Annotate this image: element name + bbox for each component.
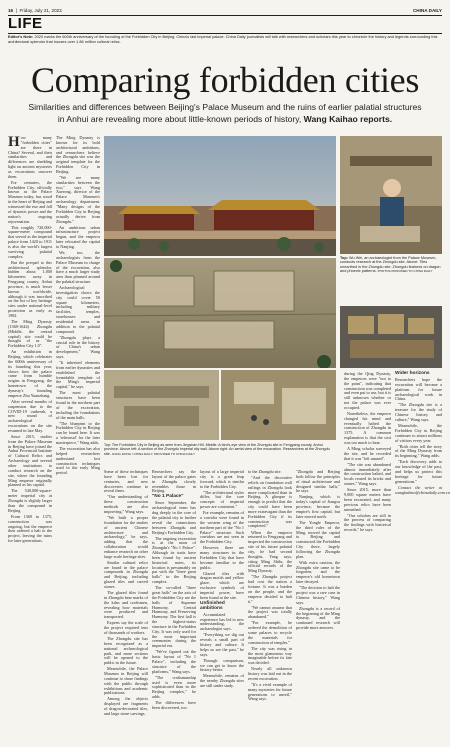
article-paragraph: "Both cities tell the story of the Ming Dynasty from its beginning," Wang adds. xyxy=(395,443,442,459)
article-paragraph: From 1369 to 1375, construction was ongoing, but the emperor then ordered a halt to the project, leaving the ruins for later generations. xyxy=(8,513,52,544)
article-paragraph: to the Zhongdu site. xyxy=(248,469,282,474)
article-paragraph: "It inherited elements from earlier dynasties and established the formidable template of the Ming's imperial capital," he says. xyxy=(56,360,100,390)
article-column-4 xyxy=(152,470,196,740)
header-rule xyxy=(8,15,442,16)
article-paragraph: Meanwhile, the Forbidden City in Beijing continues to attract millions of visitors every year. xyxy=(395,423,442,443)
article-column-1 xyxy=(8,136,52,740)
photo-illustration xyxy=(104,136,336,440)
article-paragraph: For centuries, the Forbidden City, officially known as the Palace Museum today, has stood in the heart of Beijing and witnessed the rise and fall of dynastic power and the nation's ongoing rejuvenation. xyxy=(8,179,52,224)
article-paragraph: Meanwhile, the Palace Museum in Beijing will continue to share findings with the public through exhibitions and academic publications. xyxy=(104,666,148,696)
article-paragraph: "We built a proper foundation for the studies of ancient Chinese architecture and archaeology," he says, adding that the collaboration would enhance research on other large-scale heritage sites. xyxy=(104,514,148,559)
article-paragraph: The differences have been discovered, too. xyxy=(152,700,196,710)
article-paragraph: An ambitious urban infrastructure project began, and the emperor later relocated the capital to Nanjing. xyxy=(56,224,100,249)
article-paragraph: Researchers say the layout of the palace gates in Zhongdu closely resembles those in Beijing. xyxy=(152,469,196,494)
inset-caption-text: Wu Wei, an archaeologist from the Palace Museum, conducts research at the Zhongdu site. Above: Tiles unearthed in the Zhongdu site. Zhongdu features on dragon and phoenix patterns. xyxy=(340,256,441,274)
editor-note-text: 2020 marks the 600th anniversary of the founding of the Forbidden City in Beijing, China's last imperial palace. China Daily journalists will talk with researchers and scholars this year to chronicle the history and legends surrounding this architectural splendor that houses over 1.86 million cultural relics. xyxy=(8,34,438,44)
page-number: 16 xyxy=(8,8,14,13)
article-paragraph: "We cannot assume that the project was totally abandoned." xyxy=(248,604,292,620)
article-paragraph: "Our understanding of these construction methods are also improving," Wang says. xyxy=(104,494,148,514)
article-paragraph: "We've figured out the basic layout of "No 1 Palace", including the structure of the platforms," Wang says. xyxy=(152,649,196,674)
article-paragraph: Accumulated experience has led to new understanding, the archaeologist says. xyxy=(200,611,244,632)
photo-caption-text: Top: The Forbidden City in Beijing as seen from Jingshan Hill. Middle: A bird's-eye view of the Zhongdu site in Fengyang county, Anhui province. Above left: A section of the Zhongdu imperial city wall. Above right: An aerial view of the excavation. Researchers at the Zhongdu site. xyxy=(104,443,330,456)
article-paragraph: The most palatial structures have been found in the northern part of the excavation, including the foundations of the main halls. xyxy=(56,390,100,420)
article-column-7 xyxy=(296,470,340,740)
article-paragraph: Nonetheless, the emperor changed his mind and eventually halted the construction of Zhongdu in 1375. A common explanation is that the cost was too much to bear. xyxy=(344,410,391,445)
article-paragraph: The 540,000-square-meter imperial city at Zhongdu is slightly larger than the compound in Beijing. xyxy=(8,488,52,513)
headline: Comparing forbidden cities xyxy=(30,60,420,100)
article-paragraph: "The decision to halt the project was a rare case in Chinese history," Wang says. xyxy=(296,585,341,605)
article-paragraph: For example, remains of a corridor were found in the western wing of the northern part of the "No 1 Palace" structure. Such corridors are not seen in the Forbidden City. xyxy=(200,510,244,545)
subhead-wider-horizons: Wider horizons xyxy=(395,371,430,376)
archaeologist-photo xyxy=(340,136,442,254)
section-title: LIFE xyxy=(8,15,43,32)
article-paragraph: "It's a vivid example of many mysteries for future generations to unveil," Wang says. xyxy=(248,681,292,702)
article-paragraph: "The architectural styles differ, but the core concepts of imperial power are consistent." xyxy=(200,489,244,510)
article-paragraph: How many "forbidden cities" are there in China? Several, and their similarities and differences are shedding light on ancient mysteries as excavations uncover them. xyxy=(8,134,52,179)
article-paragraph: Nearly all unknown history was laid out in the recent excavation. xyxy=(248,666,292,681)
article-paragraph: "For example, he ordered the demolition of some palaces to recycle the materials for construction of temples." xyxy=(248,620,292,645)
article-paragraph: The excavation has also helped researchers understand lost construction techniques used in the early Ming period. xyxy=(56,446,100,476)
article-paragraph: We, too, the archaeologists from the Palace Museum in charge of the excavation, also have a much larger study area than planned around the palatial structure. xyxy=(56,249,100,285)
article-column-2 xyxy=(56,136,100,740)
subhead-unfinished-ambitions: Unfinished ambitions xyxy=(200,600,225,611)
article-paragraph: With extra caution, the Zhongdu site came to be forgotten, and the emperor's old hometown later decayed. xyxy=(296,559,340,585)
photo-caption xyxy=(104,443,336,467)
article-paragraph: Since 2015, more than 9,000 square meters have been excavated, and many precious relics have been unearthed. xyxy=(344,487,391,512)
byline: Wang Kaihao reports. xyxy=(303,113,393,124)
editor-note xyxy=(8,35,442,51)
article-paragraph: Among the objects displayed are fragments of dragon-decorated tiles, and large stone carvings. xyxy=(104,696,148,716)
article-paragraph: After several months of suspension due to the COVID-19 outbreak, a new round of archaeological excavations on the site resumed in late May. xyxy=(8,398,52,433)
article-paragraph: Through comparison, we can get to know the history better. xyxy=(200,657,244,673)
article-paragraph: "Everything we dig out reveals a small part of history and culture. It helps us see the past," he says. xyxy=(200,632,244,657)
article-paragraph: Glazed tiles with dragon motifs and yellow glaze, which are exclusive symbols of imperial power, have been found at the site. xyxy=(200,570,244,600)
page-date-line: 16 | Friday, July 21, 2023 xyxy=(8,8,62,13)
article-paragraph: Nanjing, which is today's capital of Jiangsu province, became the empire's first capital, but later moved north. xyxy=(296,494,340,519)
article-paragraph: The glazed tiles found in Zhongdu bear marks of the kilns and craftsmen, revealing how materials were produced and transported. xyxy=(104,590,148,620)
tiles-illustration xyxy=(340,306,442,368)
article-paragraph: "Our scholars are still in the process of comparing the findings with historical records," he says. xyxy=(344,512,391,533)
article-column-9 xyxy=(395,371,450,740)
article-paragraph: "The craftsmanship used is even more sophisticated than in the Beijing complex," he adds. xyxy=(152,674,196,700)
article-paragraph: Archaeological investigation shows the city could cover 50 square kilometers, including military facilities, temples, storehouses and residential areas in addition to the palatial compound. xyxy=(56,285,100,334)
editor-note-label: Editor's Note: xyxy=(8,34,34,39)
inset-caption-label: Top: xyxy=(340,256,348,260)
issue-date: Friday, July 21, 2023 xyxy=(19,8,62,13)
article-paragraph: "And the decorative reliefs on foundation wall railings in Zhongdu look more complicated than in Beijing. A glimpse is enough to predict that the city could have been more extravagant than the Forbidden City if its construction was completed." xyxy=(248,475,292,529)
article-paragraph: Since September, the archaeological team has dug deeply in the core of the palatial city to further reveal the connections between Zhongdu and Beijing's Forbidden City. xyxy=(152,500,196,535)
article-paragraph: Some of these techniques have been lost for centuries, and new discoveries continue to reveal them. xyxy=(104,469,148,494)
article-paragraph: The Ming Dynasty is known for its bold architectural ambitions, and researchers believe the Zhongdu site was the original template for the Forbidden City in Beijing. xyxy=(56,135,100,174)
masthead: CHINA DAILY xyxy=(412,8,442,13)
article-paragraph: When the emperor returned to Fengyang and inspected the construction site of his future palatial city, he had second thoughts, Yang says, citing Ming Shilu, the official records of the Ming Dynasty. xyxy=(248,529,292,574)
inset-caption xyxy=(340,256,442,304)
article-paragraph: The Ming Dynasty (1368-1644) Zhongdu (Middle, the central capital) site could be thought of as "the Forbidden City 1.0". xyxy=(8,318,52,349)
article-paragraph: during the Qing Dynasty, the emperors were "not to the point", indicating that construction was completed and even put to use, but it is still unknown whether or not the palace was ever occupied. xyxy=(344,371,391,410)
article-paragraph: But the prequel to this architectural splendor, hidden about 1,000 kilometers away in Fengyang county, Anhui province, is much lesser known worldwide, although it was inscribed on the list of key heritage sites under national-level protection as early as 1982. xyxy=(8,259,52,318)
article-column-6 xyxy=(248,470,292,740)
page-header xyxy=(8,6,442,15)
article-paragraph: Researchers hope the excavation will become a platform for future archaeological work in China. xyxy=(395,377,442,402)
article-paragraph: Similar cultural relics are found in the palace compounds in Zhongdu and Beijing, including glazed tiles and carved stones. xyxy=(104,559,148,589)
subhead-no1-palace: "No 1 Palace" xyxy=(152,494,184,500)
article-paragraph: "Zhongdu plays a crucial role in the history of China's urban development," Wang says. xyxy=(56,334,100,360)
article-paragraph: However, there are many structures in the Forbidden City that have become familiar to the public. xyxy=(200,545,244,570)
article-paragraph: "The blueprint to the Forbidden City in Beijing can be found here. It was a 'rehearsal' for the later masterpiece," Wang adds. xyxy=(56,420,100,445)
article-paragraph: A Ming scholar surveyed the site, and he recorded that it was "left unused". xyxy=(344,446,391,461)
article-paragraph: "The site was abandoned almost immediately after the construction halted, and locals reused its bricks and stones," Wang says. xyxy=(344,461,391,487)
inset-caption-credit: PHOTOS PROVIDED TO CHINA DAILY xyxy=(377,269,433,274)
deck-text: Similarities and differences between Beijing's Palace Museum and the ruins of earlier palatial structures in Anhui are revealing more about little-known periods of history, xyxy=(28,102,422,124)
deck xyxy=(28,102,422,125)
article-paragraph: An exhibition in Beijing, which celebrates the 600th anniversary of its founding this year, shows how the palace came from humble origins in Fengyang, the hometown of the dynasty's founding emperor Zhu Yuanzhang. xyxy=(8,349,52,398)
drop-cap: H xyxy=(8,134,20,150)
article-paragraph: The so-called "three great halls" on the axis of the Forbidden City are the halls of Supreme Harmony, Central Harmony, and Preserving Harmony. The first hall is the highest-status structure in the Forbidden City. It was only used for the most important ceremonies during the imperial era. xyxy=(152,585,196,649)
photo-credit: JIANG DONG / CHINA DAILY, PROVIDED TO CHINA DAILY xyxy=(111,451,196,456)
article-paragraph: Meanwhile, remains of the nearby Zhongdu sites are still under study. xyxy=(200,673,244,689)
tiles-photo xyxy=(340,306,442,368)
article-paragraph: The Yongle Emperor, the third ruler of the Ming, moved the capital to Beijing and constructed the Forbidden City there, largely following the Zhongdu plan. xyxy=(296,519,340,559)
article-column-8 xyxy=(344,372,391,740)
article-paragraph: Since 2015, studies from the Palace Museum in Beijing have joined the Anhui Provincial Institute of Cultural Relics and Archaeology and several other institutions to conduct research on the site, where the founding Ming emperor originally planned as his capital. xyxy=(8,433,52,488)
article-paragraph: "The Zhongdu project had cost the nation a fortune. It was a burden on the people, and the emperor decided to halt it." xyxy=(248,574,292,604)
article-paragraph: "Each discovery adds to our knowledge of the past, and helps us protect this heritage for future generations." xyxy=(395,459,442,484)
archaeologist-illustration xyxy=(340,136,442,254)
article-paragraph: "We see many similarities between the two," says Wang Xuerong, director of the Palace Museum's archaeology department. "Many designs of the Forbidden City in Beijing actually derive from Zhongdu." xyxy=(56,174,100,224)
article-paragraph: Zhongdu is a record of the beginning of the Ming dynasty, and the continued research will provide more answers. xyxy=(296,605,340,631)
article-paragraph: "The Zhongdu site is a treasure for the study of Chinese history and culture," Wang says. xyxy=(395,402,442,422)
article-paragraph: This roughly 720,000-square-meter compound that served as the imperial palace from 1420 to 1911 is also the world's largest surviving palatial complex. xyxy=(8,224,52,259)
article-column-3 xyxy=(104,470,148,740)
article-paragraph: The Zhongdu site has been recognized as a national archaeological park, and more sections will be opened to the public in the future. xyxy=(104,635,148,666)
article-paragraph: The ongoing excavation is at the ruins of Zhongdu's "No 1 Palace". Although its traits have been found by ancient historical notes, its location is presumably on par with the "three great halls" in the Beijing complex. xyxy=(152,535,196,585)
article-paragraph: The city was rising in the most glamorous way imaginable before its fate was decided. xyxy=(248,645,292,666)
article-paragraph: layout of a large imperial city is a great leap forward, which is similar to the Forbidden City. xyxy=(200,469,244,489)
article-paragraph: "Zhongdu and Beijing both follow the principles of ritual architecture and designed similar halls," he says. xyxy=(296,469,340,494)
palace-photo-collage xyxy=(104,136,336,440)
article-column-5 xyxy=(200,470,244,740)
contact-line: Contact the writer at wangkaihao@chinadaily.com.cn xyxy=(395,484,450,495)
article-paragraph: Experts say the scale of the project required tens of thousands of workers. xyxy=(104,620,148,635)
